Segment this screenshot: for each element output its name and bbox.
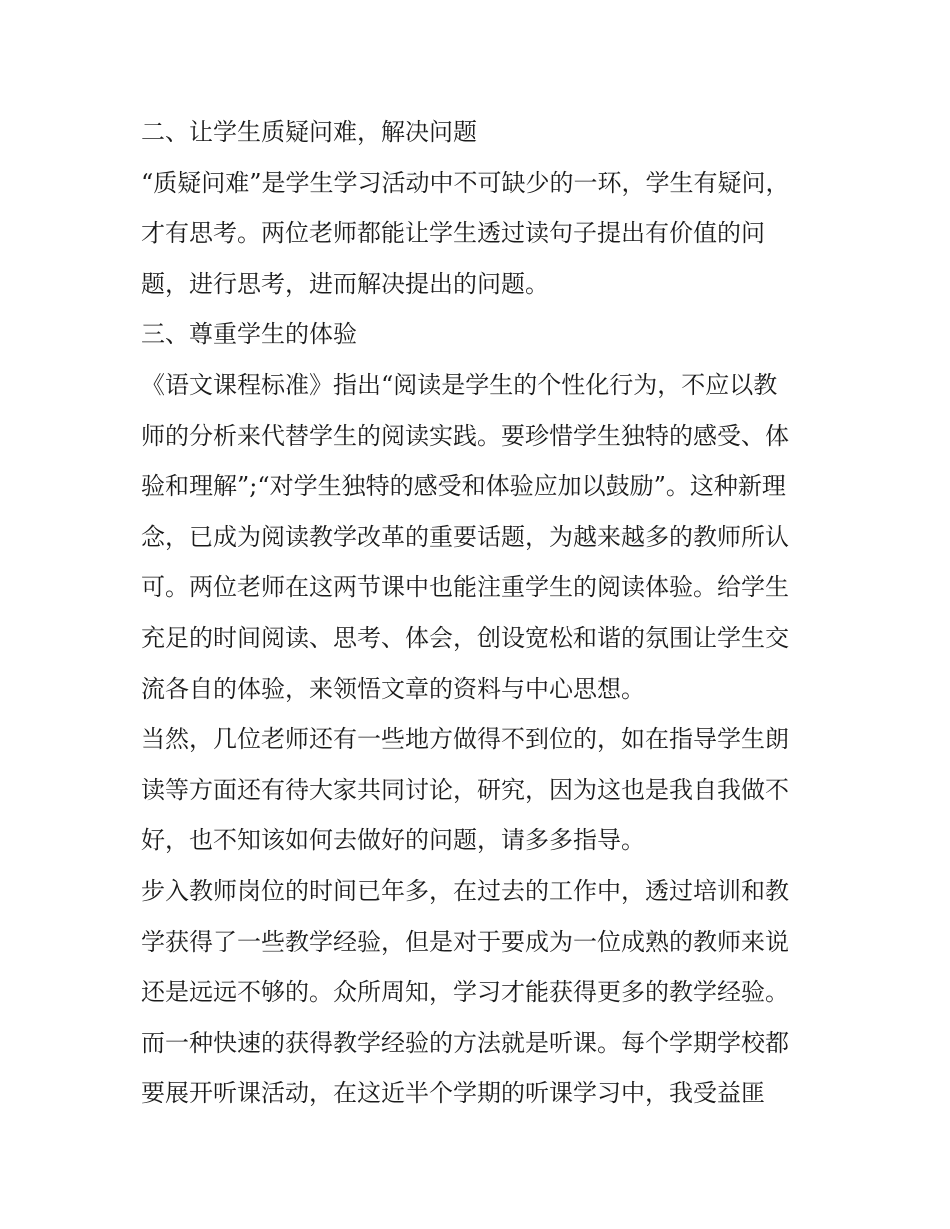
- paragraph-line: 当然，几位老师还有一些地方做得不到位的，如在指导学生朗: [141, 725, 789, 754]
- paragraph-line: 念，已成为阅读教学改革的重要话题，为越来越多的教师所认: [141, 522, 789, 551]
- paragraph-line: 还是远远不够的。众所周知，学习才能获得更多的教学经验。: [141, 978, 789, 1007]
- paragraph-line: 而一种快速的获得教学经验的方法就是听课。每个学期学校都: [141, 1028, 789, 1057]
- paragraph-line: 题，进行思考，进而解决提出的问题。: [141, 269, 549, 298]
- heading-2: 二、让学生质疑问难，解决问题: [141, 118, 477, 146]
- paragraph-line: 充足的时间阅读、思考、体会，创设宽松和谐的氛围让学生交: [141, 623, 789, 652]
- paragraph-line: 读等方面还有待大家共同讨论，研究，因为这也是我自我做不: [141, 775, 789, 804]
- paragraph-line: “质疑问难”是学生学习活动中不可缺少的一环，学生有疑问，: [141, 168, 790, 197]
- paragraph-line: 才有思考。两位老师都能让学生透过读句子提出有价值的问: [141, 219, 765, 248]
- paragraph-line: 好，也不知该如何去做好的问题，请多多指导。: [141, 826, 645, 855]
- heading-3: 三、尊重学生的体验: [141, 320, 357, 349]
- paragraph-line: 可。两位老师在这两节课中也能注重学生的阅读体验。给学生: [141, 573, 789, 602]
- paragraph-line: 要展开听课活动，在这近半个学期的听课学习中，我受益匪: [141, 1079, 765, 1108]
- paragraph-line: 师的分析来代替学生的阅读实践。要珍惜学生独特的感受、体: [141, 421, 789, 450]
- paragraph-line: 《语文课程标准》指出“阅读是学生的个性化行为，不应以教: [141, 370, 778, 399]
- paragraph-line: 验和理解”;“对学生独特的感受和体验应加以鼓励”。这种新理: [141, 472, 786, 501]
- paragraph-line: 步入教师岗位的时间已年多，在过去的工作中，透过培训和教: [141, 876, 789, 905]
- paragraph-line: 流各自的体验，来领悟文章的资料与中心思想。: [141, 674, 645, 703]
- paragraph-line: 学获得了一些教学经验，但是对于要成为一位成熟的教师来说: [141, 927, 789, 956]
- document-body: [141, 107, 813, 1119]
